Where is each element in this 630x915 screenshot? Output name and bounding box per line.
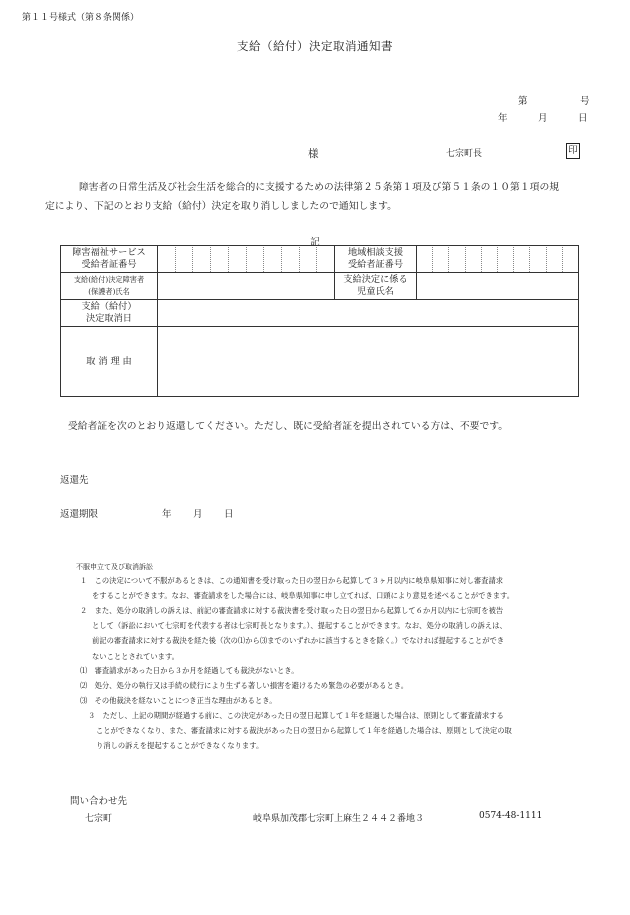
child-name-field[interactable] (417, 273, 579, 300)
appeal-heading: 不服申立て及び取消訴訟 (76, 563, 153, 571)
issue-date-month: 月 (538, 113, 548, 124)
form-number: 第１１号様式（第８条関係） (22, 13, 140, 23)
doc-number-prefix: 第 (518, 96, 528, 107)
appeal-clause-2: ２ また、処分の取消しの訴えは、前記の審査請求に対する裁決書を受け取った日の翌日から起算して６か月以内に七宗町を被告 として（訴訟において七宗町を代表する者は七宗町長となります。）、提起することができます。なお、処分の取消しの訴えは、 前記の審査請求に対する裁決を経た後（次の⑴から⑶までのいずれかに該当するときを除く。）でなければ提起することができ ないこととされています。 (80, 606, 507, 661)
appeal-clause-3: ３ ただし、上記の期間が経過する前に、この決定があった日の翌日起算して１年を経過した場合は、原則として審査請求する ことができなくなり、また、審査請求に対する裁決があった日の翌日から起算して１年を経過した場合は、原則として決定の取 り消しの訴えを提起することができなくなります。 (88, 711, 512, 751)
recipient-table (60, 245, 579, 397)
contact-phone: 0574-48-1111 (479, 811, 543, 821)
contact-town: 七宗町 (85, 814, 113, 824)
document-title: 支給（給付）決定取消通知書 (237, 39, 393, 53)
consult-number-field[interactable] (417, 246, 579, 273)
return-instruction: 受給者証を次のとおり返還してください。ただし、既に受給者証を提出されている方は、不要です。 (68, 421, 509, 432)
ki-heading: 記 (310, 237, 320, 248)
intro-line-1: 障害者の日常生活及び社会生活を総合的に支援するための法律第２５条第１項及び第５１条の１０第１項の規 (79, 182, 560, 193)
deadline-year: 年 (162, 509, 172, 520)
return-deadline-label: 返還期限 (60, 509, 99, 520)
intro-paragraph (45, 178, 593, 216)
deadline-day: 日 (224, 509, 234, 520)
decision-person-field[interactable] (158, 273, 335, 300)
cancel-reason-label: 取 消 理 由 (61, 327, 158, 397)
cancel-reason-field[interactable] (158, 327, 579, 397)
decision-person-label: 支給(給付)決定障害者 (保護者)氏名 (61, 273, 158, 300)
appeal-item-3: ⑶ その他裁決を経ないことにつき正当な理由があるとき。 (80, 696, 277, 706)
return-destination-label: 返還先 (60, 475, 89, 486)
child-name-label: 支給決定に係る 児童氏名 (335, 273, 417, 300)
contact-heading: 問い合わせ先 (70, 796, 128, 807)
contact-address: 岐阜県加茂郡七宗町上麻生２４４２番地３ (253, 814, 425, 824)
deadline-month: 月 (193, 509, 203, 520)
consult-number-label: 地域相談支援 受給者証番号 (335, 246, 417, 273)
cancel-date-field[interactable] (158, 300, 579, 327)
appeal-items (80, 663, 550, 709)
welfare-number-field[interactable] (158, 246, 335, 273)
issue-date-day: 日 (578, 113, 588, 124)
appeal-item-1: ⑴ 審査請求があった日から３か月を経過しても裁決がないとき。 (80, 666, 299, 675)
intro-line-2: 定により、下記のとおり支給（給付）決定を取り消ししましたので通知します。 (45, 201, 397, 212)
issuer-name: 七宗町長 (446, 149, 483, 159)
welfare-number-label: 障害福祉サービス 受給者証番号 (61, 246, 158, 273)
cancel-date-label: 支給（給付） 決定取消日 (61, 300, 158, 327)
addressee-honorific: 様 (308, 148, 319, 160)
seal-mark: 印 (566, 143, 580, 159)
issue-date-year: 年 (498, 113, 508, 124)
appeal-item-2: ⑵ 処分、処分の執行又は手続の続行により生ずる著しい損害を避けるため緊急の必要があるとき。 (80, 681, 409, 691)
appeal-clause-1: １ この決定について不服があるときは、この通知書を受け取った日の翌日から起算して３ヶ月以内に岐阜県知事に対し審査請求 をすることができます。なお、審査請求をした場合には、岐阜県知事に申し立てれば、口頭により意見を述べることができます。 (80, 576, 515, 601)
doc-number-suffix: 号 (580, 96, 590, 107)
